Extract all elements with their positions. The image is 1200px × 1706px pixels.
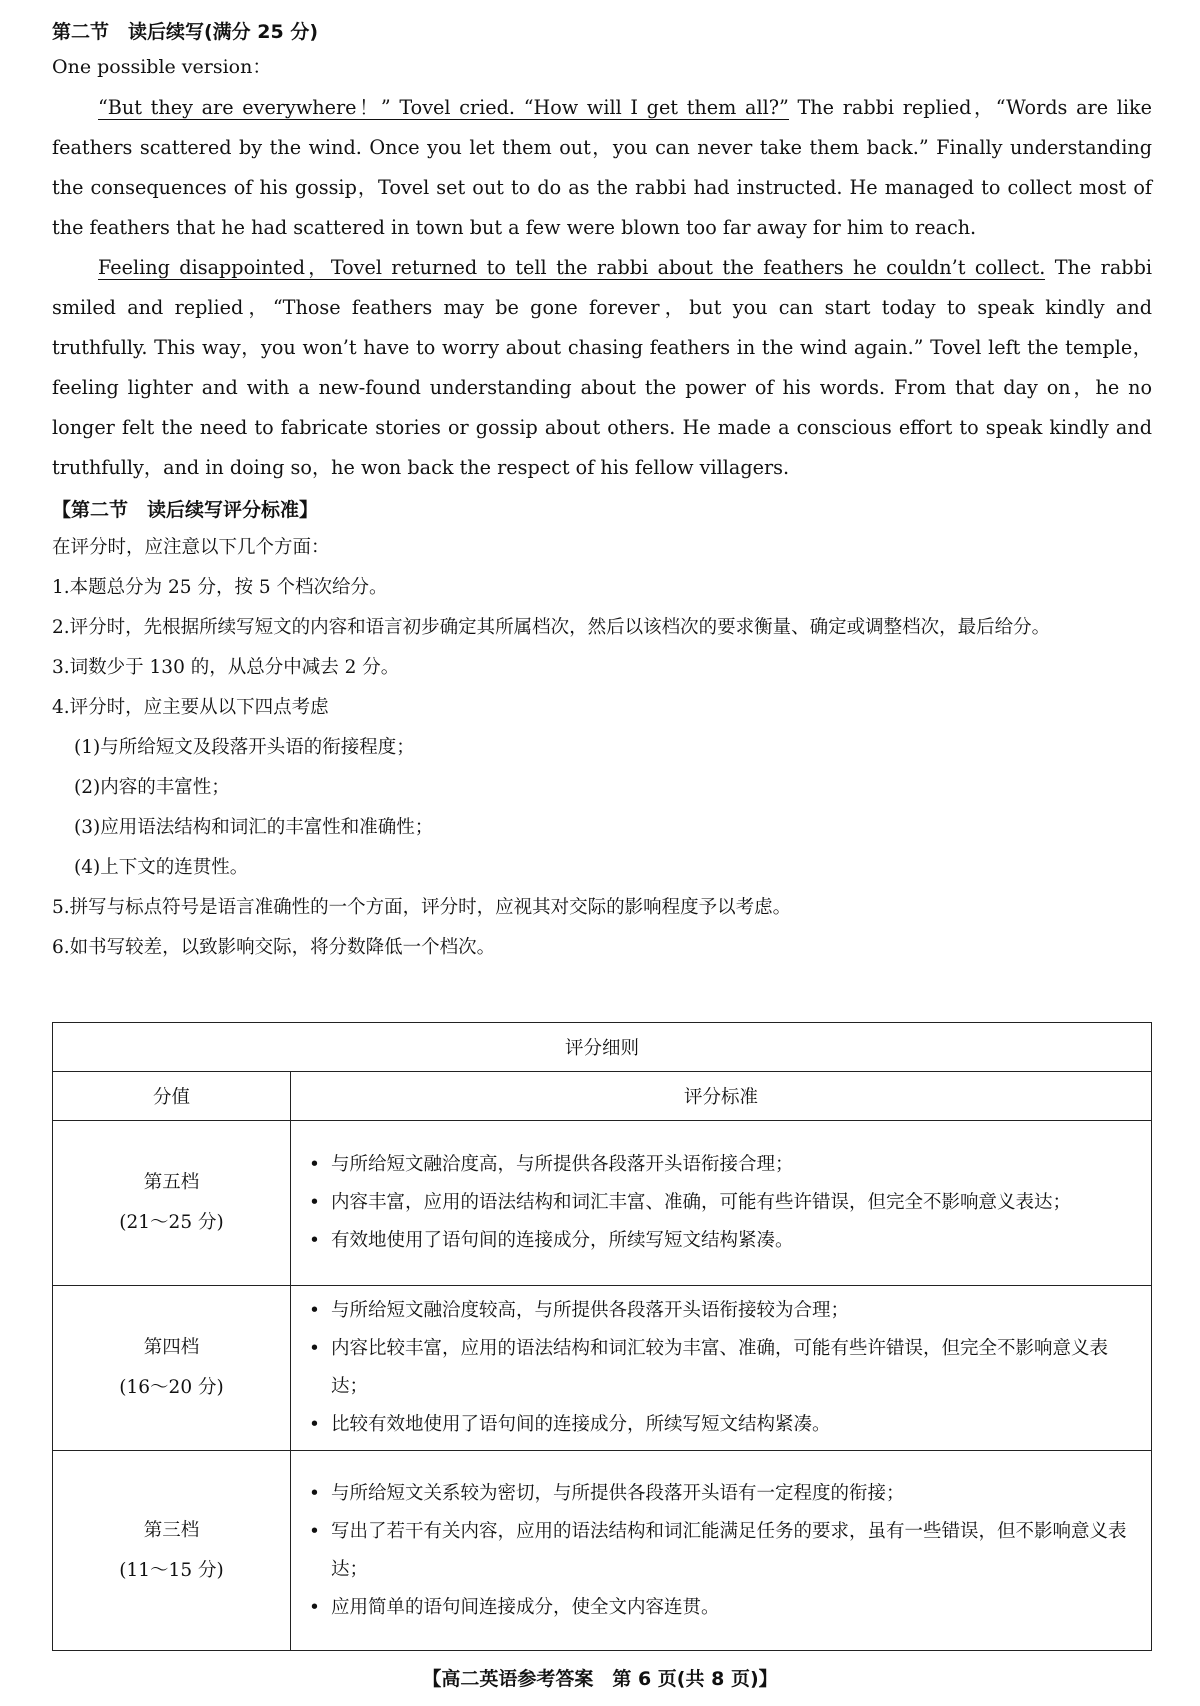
criteria-title: 【第二节 读后续写评分标准】 bbox=[52, 499, 319, 521]
level-cell bbox=[53, 1121, 291, 1286]
criteria-bullet: • 应用简单的语句间连接成分，使全文内容连贯。 bbox=[309, 1589, 1141, 1627]
criteria-item: 1.本题总分为 25 分，按 5 个档次给分。 bbox=[52, 577, 388, 598]
bullet-dot: • bbox=[309, 1482, 320, 1504]
level-cell bbox=[53, 1451, 291, 1651]
level-cell bbox=[53, 1286, 291, 1451]
table-row bbox=[53, 1451, 1152, 1651]
essay-paragraph-2 bbox=[52, 248, 1152, 488]
rubric-table bbox=[52, 1022, 1152, 1651]
paragraph-body: The rabbi replied，“Words are like feathers scattered by the wind. Once you let them out，you can never take them back.” Finally understanding the consequences of his gossip，Tovel set out to do as the rabbi had instructed. He managed to collect most of the feathers that he had scattered in town but a few were blown too far away for him to reach. bbox=[52, 96, 1152, 239]
level-range: (16～20 分) bbox=[119, 1377, 224, 1398]
table-caption: 评分细则 bbox=[53, 1023, 1152, 1072]
bullet-dot: • bbox=[309, 1300, 320, 1321]
criteria-intro: 在评分时，应注意以下几个方面： bbox=[52, 537, 330, 558]
bullet-dot: • bbox=[309, 1414, 320, 1435]
criteria-bullet: • 写出了若干有关内容，应用的语法结构和词汇能满足任务的要求，虽有一些错误，但不影响意义表达； bbox=[309, 1513, 1141, 1589]
paragraph-opening: “But they are everywhere！” Tovel cried. “How will I get them all?” bbox=[98, 96, 789, 119]
paragraph-opening: Feeling disappointed，Tovel returned to tell the rabbi about the feathers he couldn’t collect. bbox=[98, 256, 1046, 279]
table-caption-row bbox=[53, 1023, 1152, 1072]
level-name: 第四档 bbox=[143, 1337, 200, 1358]
criteria-item: 2.评分时，先根据所续写短文的内容和语言初步确定其所属档次，然后以该档次的要求衡量、确定或调整档次，最后给分。 bbox=[52, 617, 1051, 638]
table-header-row bbox=[53, 1072, 1152, 1121]
page-content bbox=[52, 14, 1152, 968]
criteria-cell bbox=[291, 1121, 1152, 1286]
paragraph-body: The rabbi smiled and replied，“Those feathers may be gone forever，but you can start today to speak kindly and truthfully. This way，you won’t have to worry about chasing feathers in the wind again.” Tovel left the temple，feeling lighter and with a new-found understanding about the power of his words. From that day on，he no longer felt the need to fabricate stories or gossip about others. He made a conscious effort to speak kindly and truthfully，and in doing so，he won back the respect of his fellow villagers. bbox=[52, 256, 1153, 479]
criteria-cell bbox=[291, 1286, 1152, 1451]
bullet-dot: • bbox=[309, 1338, 320, 1359]
criteria-subitem: (3)应用语法结构和词汇的丰富性和准确性； bbox=[74, 817, 434, 838]
criteria-cell bbox=[291, 1451, 1152, 1651]
criteria-item: 3.词数少于 130 的，从总分中减去 2 分。 bbox=[52, 657, 400, 678]
column-header-criteria: 评分标准 bbox=[291, 1072, 1152, 1121]
essay-paragraph-1 bbox=[52, 88, 1152, 248]
criteria-bullet: • 内容丰富，应用的语法结构和词汇丰富、准确，可能有些许错误，但完全不影响意义表达； bbox=[309, 1184, 1141, 1222]
level-range: (21～25 分) bbox=[119, 1212, 224, 1233]
sample-essay bbox=[52, 88, 1152, 488]
criteria-subitem: (2)内容的丰富性； bbox=[74, 777, 230, 798]
page-footer: 【高二英语参考答案 第 6 页(共 8 页)】 bbox=[422, 1668, 778, 1690]
criteria-item: 5.拼写与标点符号是语言准确性的一个方面，评分时，应视其对交际的影响程度予以考虑。 bbox=[52, 897, 792, 918]
criteria-item: 6.如书写较差，以致影响交际，将分数降低一个档次。 bbox=[52, 937, 496, 958]
section-title: 第二节 读后续写(满分 25 分) bbox=[52, 21, 319, 43]
bullet-dot: • bbox=[309, 1192, 320, 1213]
criteria-subitem: (4)上下文的连贯性。 bbox=[74, 857, 249, 878]
bullet-dot: • bbox=[309, 1154, 320, 1175]
table-row bbox=[53, 1286, 1152, 1451]
column-header-score: 分值 bbox=[53, 1072, 291, 1121]
version-label: One possible version： bbox=[52, 56, 272, 78]
level-name: 第三档 bbox=[143, 1519, 200, 1541]
criteria-subitem: (1)与所给短文及段落开头语的衔接程度； bbox=[74, 737, 415, 758]
bullet-dot: • bbox=[309, 1596, 320, 1618]
table-row bbox=[53, 1121, 1152, 1286]
bullet-dot: • bbox=[309, 1520, 320, 1542]
level-name: 第五档 bbox=[143, 1172, 200, 1193]
criteria-bullet: • 与所给短文关系较为密切，与所提供各段落开头语有一定程度的衔接； bbox=[309, 1475, 1141, 1513]
criteria-bullet: • 与所给短文融洽度高，与所提供各段落开头语衔接合理； bbox=[309, 1146, 1141, 1184]
criteria-item: 4.评分时，应主要从以下四点考虑 bbox=[52, 697, 329, 718]
criteria-bullet: • 有效地使用了语句间的连接成分，所续写短文结构紧凑。 bbox=[309, 1222, 1141, 1260]
level-range: (11～15 分) bbox=[119, 1559, 224, 1581]
criteria-bullet: • 比较有效地使用了语句间的连接成分，所续写短文结构紧凑。 bbox=[309, 1406, 1141, 1444]
bullet-dot: • bbox=[309, 1230, 320, 1251]
criteria-bullet: • 与所给短文融洽度较高，与所提供各段落开头语衔接较为合理； bbox=[309, 1292, 1141, 1330]
criteria-bullet: • 内容比较丰富，应用的语法结构和词汇较为丰富、准确，可能有些许错误，但完全不影响意义表达； bbox=[309, 1330, 1141, 1406]
